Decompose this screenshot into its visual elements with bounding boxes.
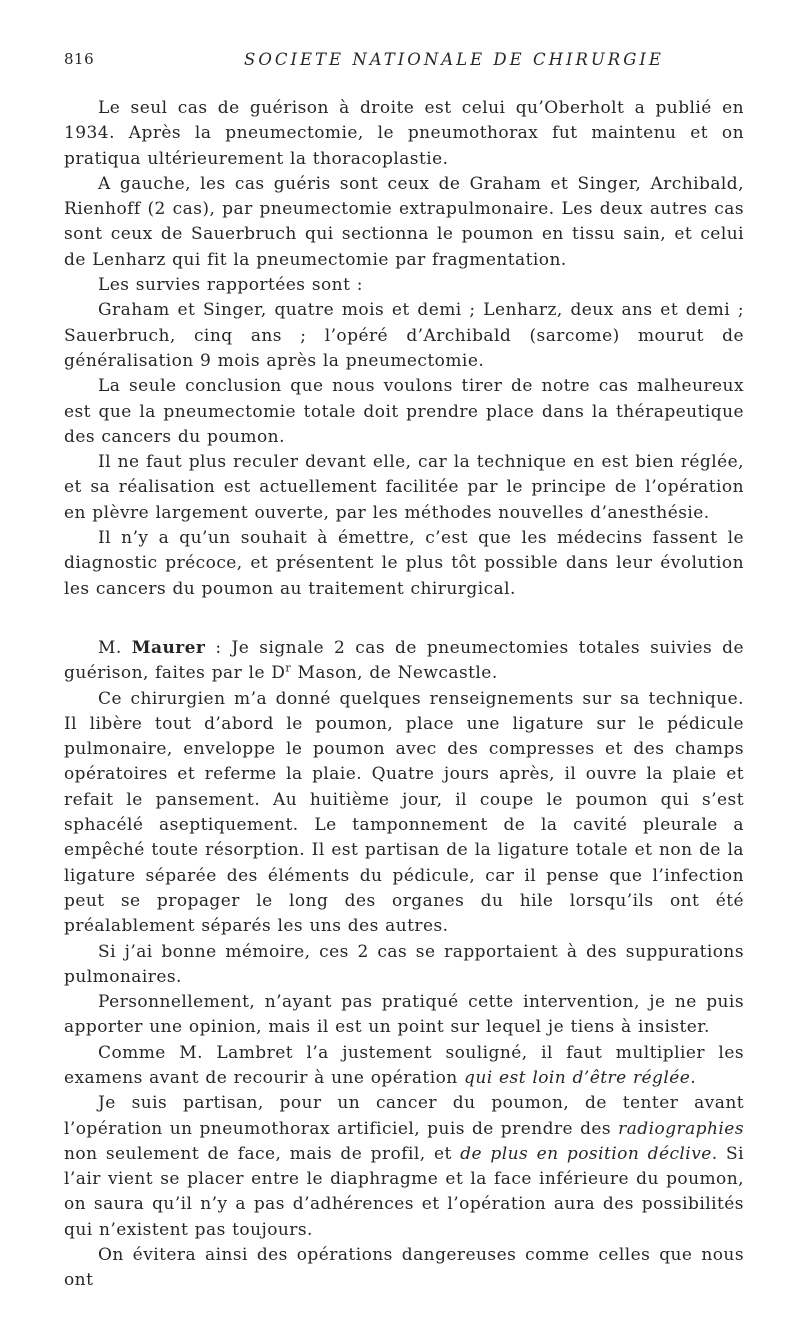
- paragraph-11: Personnellement, n’ayant pas pratiqué cette intervention, je ne puis apporter une opinion, mais il est un point sur lequel je tiens à insister.: [64, 992, 744, 1038]
- paragraph-5: La seule conclusion que nous voulons tirer de notre cas malheureux est que la pneumectomie totale doit prendre place dans la thérapeutique des cancers du poumon.: [64, 376, 744, 447]
- paragraph-8: [64, 636, 744, 687]
- paragraph-13-text-c: . Si l’air vient se placer entre le diaphragme et la face inférieure du poumon, on saura qu’il n’y a pas d’adhérences et l’opération aura des possibilités qui n’existent pas toujours.: [64, 1143, 744, 1240]
- paragraph-13: [64, 1091, 744, 1243]
- paragraph-1: Le seul cas de guérison à droite est celui qu’Oberholt a publié en 1934. Après la pneumectomie, le pneumothorax fut maintenu et on pratiqua ultérieurement la thoracoplastie.: [64, 98, 744, 169]
- page-number: 816: [64, 50, 95, 68]
- paragraph-8-text-b: Mason, de Newcastle.: [291, 663, 498, 684]
- paragraph-4: Graham et Singer, quatre mois et demi ; Lenharz, deux ans et demi ; Sauerbruch, cinq ans ; l’opéré d’Archibald (sarcome) mourut de généralisation 9 mois après la pneumectomie.: [64, 300, 744, 371]
- section-gap: [64, 602, 744, 636]
- paragraph-14: On évitera ainsi des opérations dangereuses comme celles que nous ont: [64, 1245, 744, 1291]
- paragraph-13-text-a: Je suis partisan, pour un cancer du poumon, de tenter avant l’opération un pneumothorax artificiel, puis de prendre des: [64, 1093, 744, 1139]
- paragraph-12-text: Comme M. Lambret l’a justement souligné, il faut multiplier les examens avant de recourir à une opération: [64, 1042, 744, 1088]
- speaker-name: Maurer: [131, 637, 206, 658]
- paragraph-12-end: .: [690, 1067, 697, 1088]
- running-head: SOCIETE NATIONALE DE CHIRURGIE: [244, 50, 664, 69]
- paragraph-2: A gauche, les cas guéris sont ceux de Graham et Singer, Archibald, Rienhoff (2 cas), par pneumectomie extrapulmonaire. Les deux autres cas sont ceux de Sauerbruch qui sectionna le poumon en tissu sain, et celui de Lenharz qui fit la pneumectomie par fragmentation.: [64, 173, 744, 270]
- paragraph-13-emphasis-b: de plus en position déclive: [460, 1143, 712, 1164]
- paragraph-13-text-b: non seulement de face, mais de profil, et: [64, 1143, 461, 1164]
- page-header: [64, 50, 736, 76]
- paragraph-8-text-a: : Je signale 2 cas de pneumectomies totales suivies de guérison, faites par le D: [64, 637, 744, 684]
- paragraph-13-emphasis-a: radiographies: [618, 1118, 744, 1139]
- paragraph-10: Si j’ai bonne mémoire, ces 2 cas se rapportaient à des suppurations pulmonaires.: [64, 941, 744, 987]
- paragraph-9: Ce chirurgien m’a donné quelques renseignements sur sa technique. Il libère tout d’abord le poumon, place une ligature sur le pédicule pulmonaire, enveloppe le poumon avec des compresses et des champs opératoires et referme la plaie. Quatre jours après, il ouvre la plaie et refait le pansement. Au huitième jour, il coupe le poumon qui s’est sphacélé aseptiquement. Le tamponnement de la cavité pleurale a empêché toute résorption. Il est partisan de la ligature totale et non de la ligature séparée des éléments du pédicule, car il pense que l’infection peut se propager le long des organes du hile lorsqu’ils ont été préalablement séparés les uns des autres.: [64, 688, 744, 937]
- paragraph-3: Les survies rapportées sont :: [98, 275, 363, 296]
- article-body: [64, 96, 744, 1294]
- speaker-prefix: M.: [98, 637, 132, 658]
- paragraph-12: [64, 1041, 744, 1092]
- paragraph-6: Il ne faut plus reculer devant elle, car la technique en est bien réglée, et sa réalisation est actuellement facilitée par le principe de l’opération en plèvre largement ouverte, par les méthodes nouvelles d’anesthésie.: [64, 452, 744, 523]
- superscript: r: [285, 661, 292, 675]
- paragraph-12-emphasis: qui est loin d’être réglée: [464, 1067, 691, 1088]
- paragraph-7: Il n’y a qu’un souhait à émettre, c’est que les médecins fassent le diagnostic précoce, et présentent le plus tôt possible dans leur évolution les cancers du poumon au traitement chirurgical.: [64, 528, 744, 599]
